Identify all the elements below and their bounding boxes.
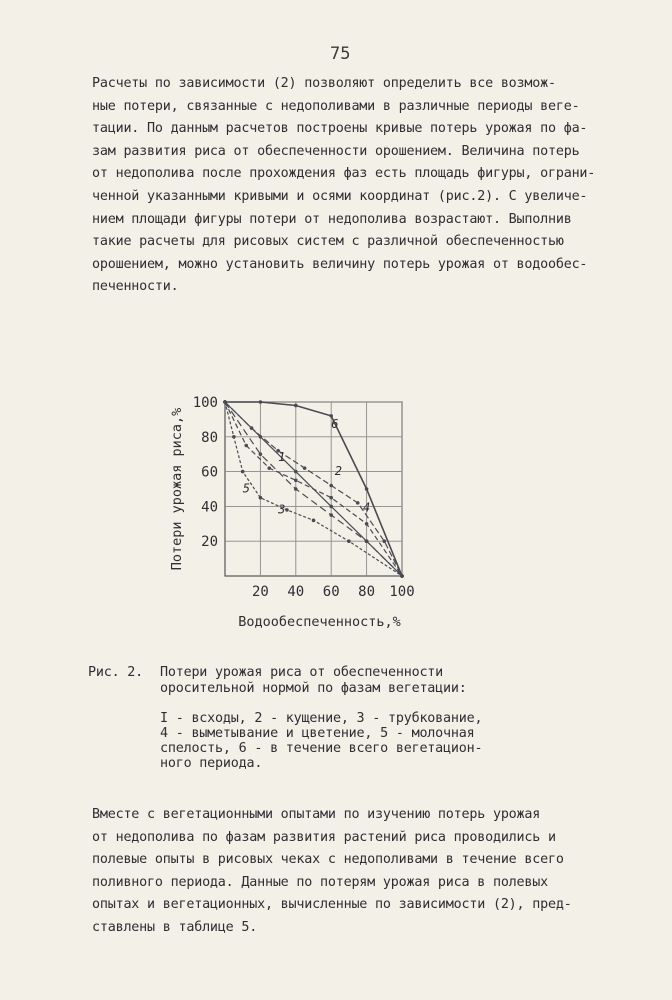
curve-label-1: 1	[278, 450, 286, 465]
data-point-6	[400, 574, 404, 578]
data-point-5	[259, 496, 263, 500]
data-point-4	[365, 539, 369, 543]
chart-svg	[150, 380, 440, 640]
y-tick-label: 40	[201, 499, 218, 516]
data-point-4	[294, 470, 298, 474]
data-point-2	[383, 539, 387, 543]
text-line: тации. По данным расчетов построены кривые потерь урожая по фа-	[92, 121, 588, 137]
text-line: орошением, можно установить величину потерь урожая от водообес-	[92, 256, 588, 272]
data-point-1	[365, 522, 369, 526]
text-line: Расчеты по зависимости (2) позволяют определить все возмож-	[92, 76, 556, 91]
data-point-5	[285, 508, 289, 512]
curve-label-6: 6	[331, 417, 339, 432]
data-point-6	[294, 404, 298, 408]
data-point-1	[267, 466, 271, 470]
page-number: 75	[330, 44, 351, 64]
x-tick-label: 80	[358, 584, 376, 600]
x-tick-label: 100	[389, 584, 415, 600]
y-tick-label: 20	[201, 534, 218, 551]
text-line: опытах и вегетационных, вычисленные по зависимости (2), пред-	[92, 897, 572, 913]
figure-legend	[160, 711, 482, 771]
curve-label-4: 4	[363, 500, 371, 515]
y-tick-label: 60	[201, 464, 218, 481]
text-line: зам развития риса от обеспеченности орошением. Величина потерь	[92, 143, 580, 159]
text-line: печенности.	[92, 279, 179, 295]
x-axis-label: Водообеспеченность,%	[238, 614, 401, 630]
data-point-5	[232, 435, 236, 439]
curve-label-3: 3	[278, 502, 286, 517]
legend-line: I - всходы, 2 - кущение, 3 - трубкование,	[160, 711, 483, 726]
text-line: Вместе с вегетационными опытами по изучению потерь урожая	[92, 807, 541, 822]
paragraph-1	[92, 73, 595, 299]
figure-2-chart	[150, 380, 440, 640]
text-line: ставлены в таблице 5.	[92, 919, 258, 935]
text-line: полевые опыты в рисовых чеках с недополивами в течение всего	[92, 852, 564, 868]
figure-label: Рис. 2.	[88, 665, 144, 680]
text-line: такие расчеты для рисовых систем с различной обеспеченностью	[92, 234, 564, 250]
data-point-3	[294, 487, 298, 491]
figure-title-line: Потери урожая риса от обеспеченности	[160, 665, 444, 680]
data-point-2	[303, 466, 307, 470]
data-point-5	[347, 539, 351, 543]
data-point-1	[329, 496, 333, 500]
x-tick-label: 40	[287, 584, 305, 600]
text-line: ченной указанными кривыми и осями координат (рис.2). С увеличе-	[92, 188, 588, 204]
paragraph-2	[92, 804, 572, 940]
legend-line: спелость, 6 - в течение всего вегетацион-	[160, 741, 483, 756]
series-line-4	[225, 402, 402, 576]
data-point-6	[365, 487, 369, 491]
data-point-2	[329, 484, 333, 488]
text-line: нием площади фигуры потери от недополива возрастают. Выполнив	[92, 211, 572, 227]
data-point-6	[223, 400, 227, 404]
data-point-5	[241, 470, 245, 474]
y-tick-label: 80	[201, 429, 218, 446]
text-line: от недополива по фазам развития растений риса проводились и	[92, 829, 556, 845]
text-line: ные потери, связанные с недополивами в различные периоды веге-	[92, 98, 580, 114]
curve-label-2: 2	[334, 464, 342, 479]
data-point-6	[259, 400, 263, 404]
y-axis-label: Потери урожая риса,%	[169, 407, 185, 571]
x-tick-label: 20	[251, 584, 269, 600]
curve-label-5: 5	[242, 481, 250, 496]
data-point-1	[244, 444, 248, 448]
data-point-3	[259, 452, 263, 456]
figure-title	[160, 665, 467, 696]
data-point-2	[356, 501, 360, 505]
data-point-4	[259, 435, 263, 439]
y-tick-label: 100	[192, 395, 218, 411]
figure-title-line: оросительной нормой по фазам вегетации:	[160, 680, 467, 696]
data-point-1	[294, 479, 298, 483]
data-point-3	[329, 513, 333, 517]
data-point-5	[312, 519, 316, 523]
data-point-4	[329, 505, 333, 509]
legend-line: 4 - выметывание и цветение, 5 - молочная	[160, 726, 475, 741]
x-tick-label: 60	[322, 584, 340, 600]
text-line: поливного периода. Данные по потерям урожая риса в полевых	[92, 874, 548, 890]
legend-line: ного периода.	[160, 756, 263, 771]
text-line: от недополива после прохождения фаз есть площадь фигуры, ограни-	[92, 166, 596, 182]
